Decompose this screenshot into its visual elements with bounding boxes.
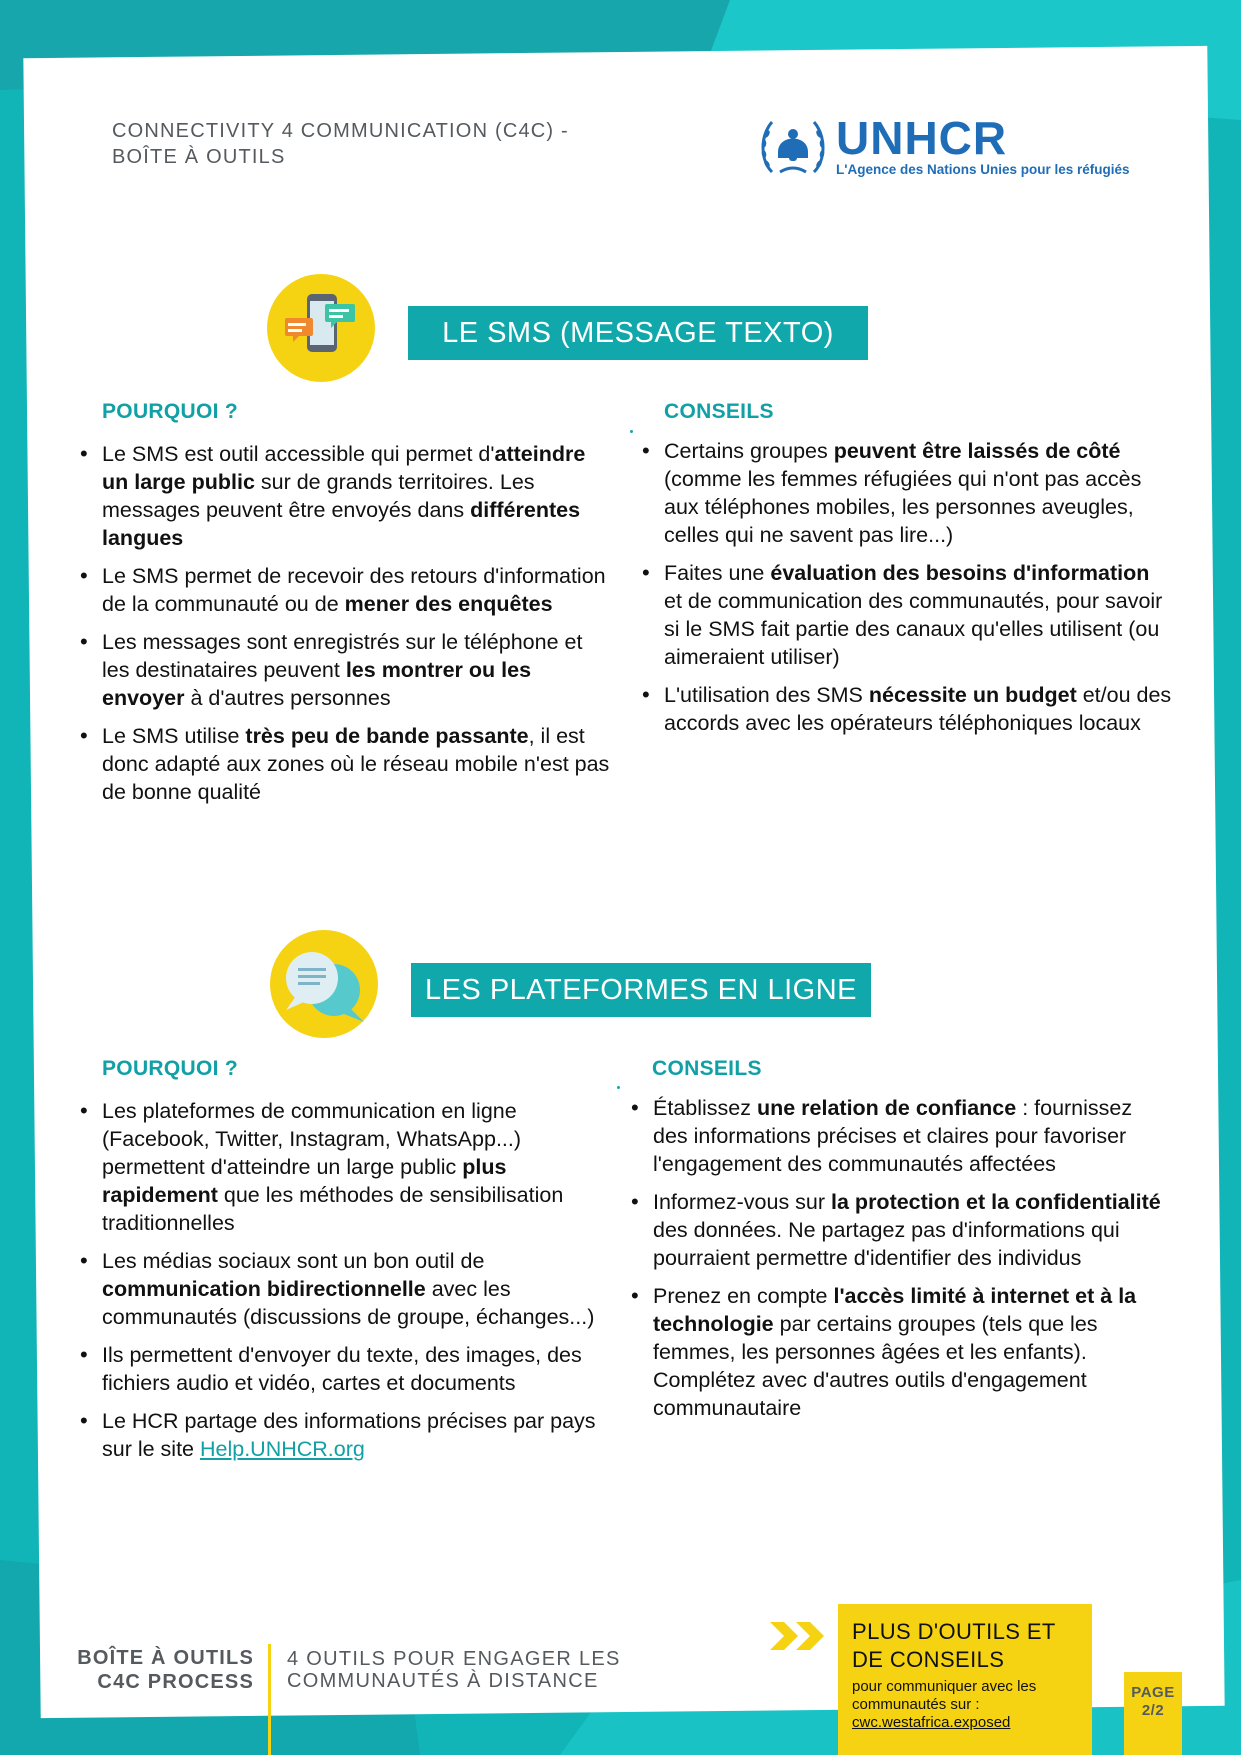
- sms-tips-list: [642, 437, 1172, 747]
- list-item: • Prenez en compte l'accès limité à internet et à la technologie par certains groupes (tels que les femmes, les personnes âgées et les enfants). Complétez avec d'autres outils d'engagement communautaire: [631, 1282, 1171, 1422]
- section-title-sms: LE SMS (MESSAGE TEXTO): [408, 306, 868, 360]
- footer-toolbox-label: [60, 1646, 254, 1694]
- footer-divider: [268, 1644, 271, 1755]
- footer-mid-line-1: 4 OUTILS POUR ENGAGER LES: [287, 1648, 621, 1670]
- page-number: 2/2: [1141, 1702, 1165, 1719]
- list-item: • Ils permettent d'envoyer du texte, des images, des fichiers audio et vidéo, cartes et documents: [80, 1341, 620, 1397]
- list-item: • Établissez une relation de confiance : fournissez des informations précises et claires pour favoriser l'engagement des communautés affectées: [631, 1094, 1171, 1178]
- document-header: [112, 118, 632, 170]
- speech-bubbles-icon: [270, 930, 378, 1038]
- promo-text: pour communiquer avec les communautés sur : cwc.westafrica.exposed: [852, 1678, 1037, 1731]
- list-item: • Le SMS permet de recevoir des retours d'information de la communauté ou de mener des enquêtes: [80, 562, 610, 618]
- unhcr-logo: [758, 112, 1148, 182]
- decorative-dot: [617, 1086, 620, 1089]
- logo-subtitle: L'Agence des Nations Unies pour les réfugiés: [836, 162, 1130, 177]
- logo-wordmark: UNHCR: [836, 112, 1008, 164]
- cwc-link[interactable]: cwc.westafrica.exposed: [852, 1714, 1011, 1731]
- list-item: • Le SMS utilise très peu de bande passante, il est donc adapté aux zones où le réseau mobile n'est pas de bonne qualité: [80, 722, 610, 806]
- footer-left-line-1: BOÎTE À OUTILS: [77, 1647, 254, 1669]
- section-title-online-platforms: LES PLATEFORMES EN LIGNE: [411, 963, 871, 1017]
- online-why-list: [80, 1097, 620, 1473]
- help-unhcr-link[interactable]: Help.UNHCR.org: [199, 1437, 365, 1461]
- list-item: • Faites une évaluation des besoins d'information et de communication des communautés, pour savoir si le SMS fait partie des canaux qu'elles utilisent (ou aimeraient utiliser): [642, 559, 1172, 671]
- page-label: PAGE: [1131, 1684, 1175, 1701]
- more-tools-box: [838, 1604, 1092, 1755]
- online-tips-heading: CONSEILS: [652, 1057, 762, 1080]
- list-item: • Le HCR partage des informations précises par pays sur le site Help.UNHCR.org: [80, 1407, 620, 1463]
- page-indicator: [1124, 1672, 1182, 1755]
- promo-heading: PLUS D'OUTILS ET DE CONSEILS: [852, 1619, 1056, 1672]
- online-why-heading: POURQUOI ?: [102, 1057, 239, 1080]
- list-item: • Certains groupes peuvent être laissés de côté (comme les femmes réfugiées qui n'ont pas accès aux téléphones mobiles, les personnes aveugles, celles qui ne savent pas lire...): [642, 437, 1172, 549]
- header-line-1: CONNECTIVITY 4 COMMUNICATION (C4C) -: [112, 120, 569, 142]
- sms-tips-heading: CONSEILS: [664, 400, 774, 423]
- mobile-chat-icon: [267, 274, 375, 382]
- double-chevron-right-icon: [770, 1620, 830, 1652]
- list-item: • Les médias sociaux sont un bon outil de communication bidirectionnelle avec les communautés (discussions de groupe, échanges...): [80, 1247, 620, 1331]
- online-tips-list: [631, 1094, 1171, 1432]
- list-item: • Les plateformes de communication en ligne (Facebook, Twitter, Instagram, WhatsApp...) permettent d'atteindre un large public plus rapidement que les méthodes de sensibilisation traditionnelles: [80, 1097, 620, 1237]
- list-item: • Le SMS est outil accessible qui permet d'atteindre un large public sur de grands territoires. Les messages peuvent être envoyés dans différentes langues: [80, 440, 610, 552]
- sms-why-list: [80, 440, 610, 816]
- footer-mid-line-2: COMMUNAUTÉS À DISTANCE: [287, 1670, 599, 1692]
- footer-subtitle: [287, 1648, 637, 1692]
- sms-why-heading: POURQUOI ?: [102, 400, 239, 423]
- footer-left-line-2: C4C PROCESS: [97, 1671, 254, 1693]
- header-line-2: BOÎTE À OUTILS: [112, 146, 286, 168]
- decorative-dot: [630, 430, 633, 433]
- un-emblem-icon: [758, 114, 828, 180]
- list-item: • Informez-vous sur la protection et la confidentialité des données. Ne partagez pas d'informations qui pourraient permettre d'identifier des individus: [631, 1188, 1171, 1272]
- list-item: • L'utilisation des SMS nécessite un budget et/ou des accords avec les opérateurs téléphoniques locaux: [642, 681, 1172, 737]
- list-item: • Les messages sont enregistrés sur le téléphone et les destinataires peuvent les montrer ou les envoyer à d'autres personnes: [80, 628, 610, 712]
